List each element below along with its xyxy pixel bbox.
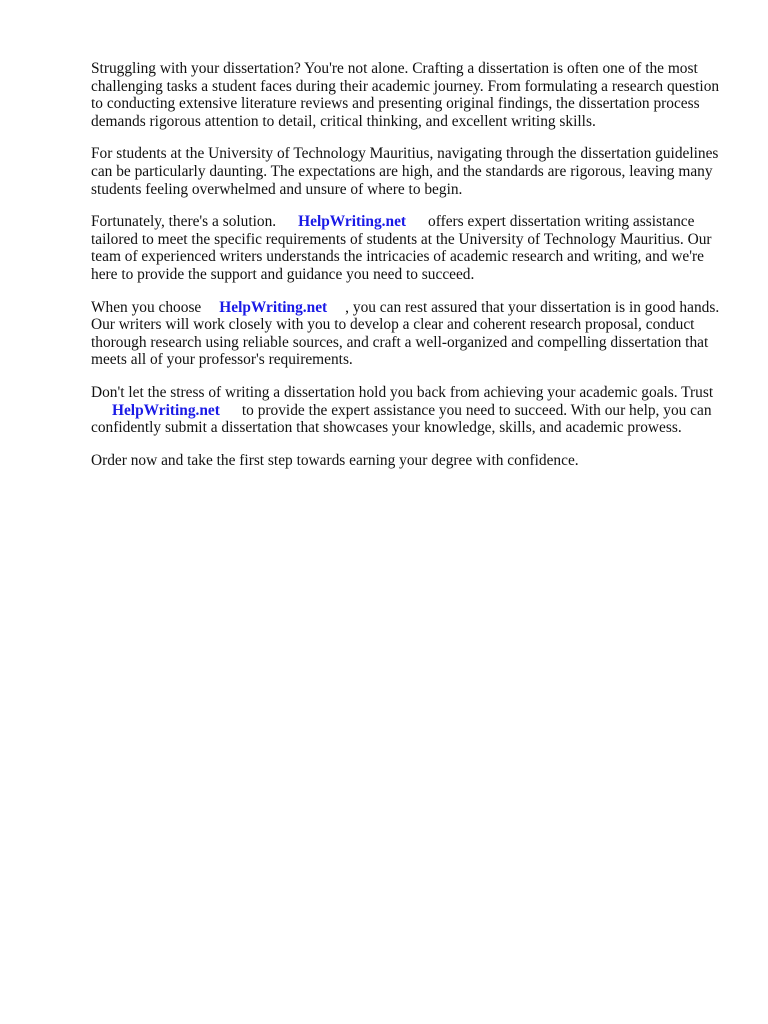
helpwriting-link[interactable]: HelpWriting.net: [219, 298, 328, 316]
document-body: [91, 60, 731, 484]
paragraph-university-text: For students at the University of Technology Mauritius, navigating through the dissertation guidelines can be particularly daunting. The expectations are high, and the standards are rigorous, leaving many students feeling overwhelmed and unsure of where to begin.: [91, 145, 719, 198]
paragraph-trust-rest: to provide the expert assistance you need to succeed. With our help, you can confidently submit a dissertation that showcases your knowledge, skills, and academic prowess.: [91, 401, 712, 437]
paragraph-choose-lead: When you choose: [91, 298, 202, 316]
paragraph-solution-rest: offers expert dissertation writing assistance tailored to meet the specific requirements of students at the University of Technology Mauritius. Our team of experienced writers understands the intricacies of academic research and writing, and we're here to provide the support and guidance you need to succeed.: [91, 213, 712, 283]
helpwriting-link[interactable]: HelpWriting.net: [298, 213, 407, 231]
paragraph-choose-rest: , you can rest assured that your dissertation is in good hands. Our writers will work closely with you to develop a clear and coherent research proposal, conduct thorough research using reliable sources, and craft a well-organized and compelling dissertation that meets all of your professor's requirements.: [91, 298, 720, 369]
paragraph-university: [91, 145, 731, 198]
paragraph-order-text: Order now and take the first step towards earning your degree with confidence.: [91, 451, 579, 469]
paragraph-intro: [91, 60, 731, 130]
paragraph-intro-text: Struggling with your dissertation? You're not alone. Crafting a dissertation is often one of the most challenging tasks a student faces during their academic journey. From formulating a research question to conducting extensive literature reviews and presenting original findings, the dissertation process demands rigorous attention to detail, critical thinking, and excellent writing skills.: [91, 60, 720, 130]
paragraph-trust-lead: Don't let the stress of writing a dissertation hold you back from achieving your academic goals. Trust: [91, 383, 714, 401]
paragraph-solution: [91, 213, 731, 283]
helpwriting-link[interactable]: HelpWriting.net: [112, 401, 220, 419]
paragraph-choose: [91, 299, 731, 369]
paragraph-trust: [91, 384, 731, 437]
paragraph-solution-lead: Fortunately, there's a solution.: [91, 213, 277, 231]
paragraph-order: [91, 452, 731, 470]
